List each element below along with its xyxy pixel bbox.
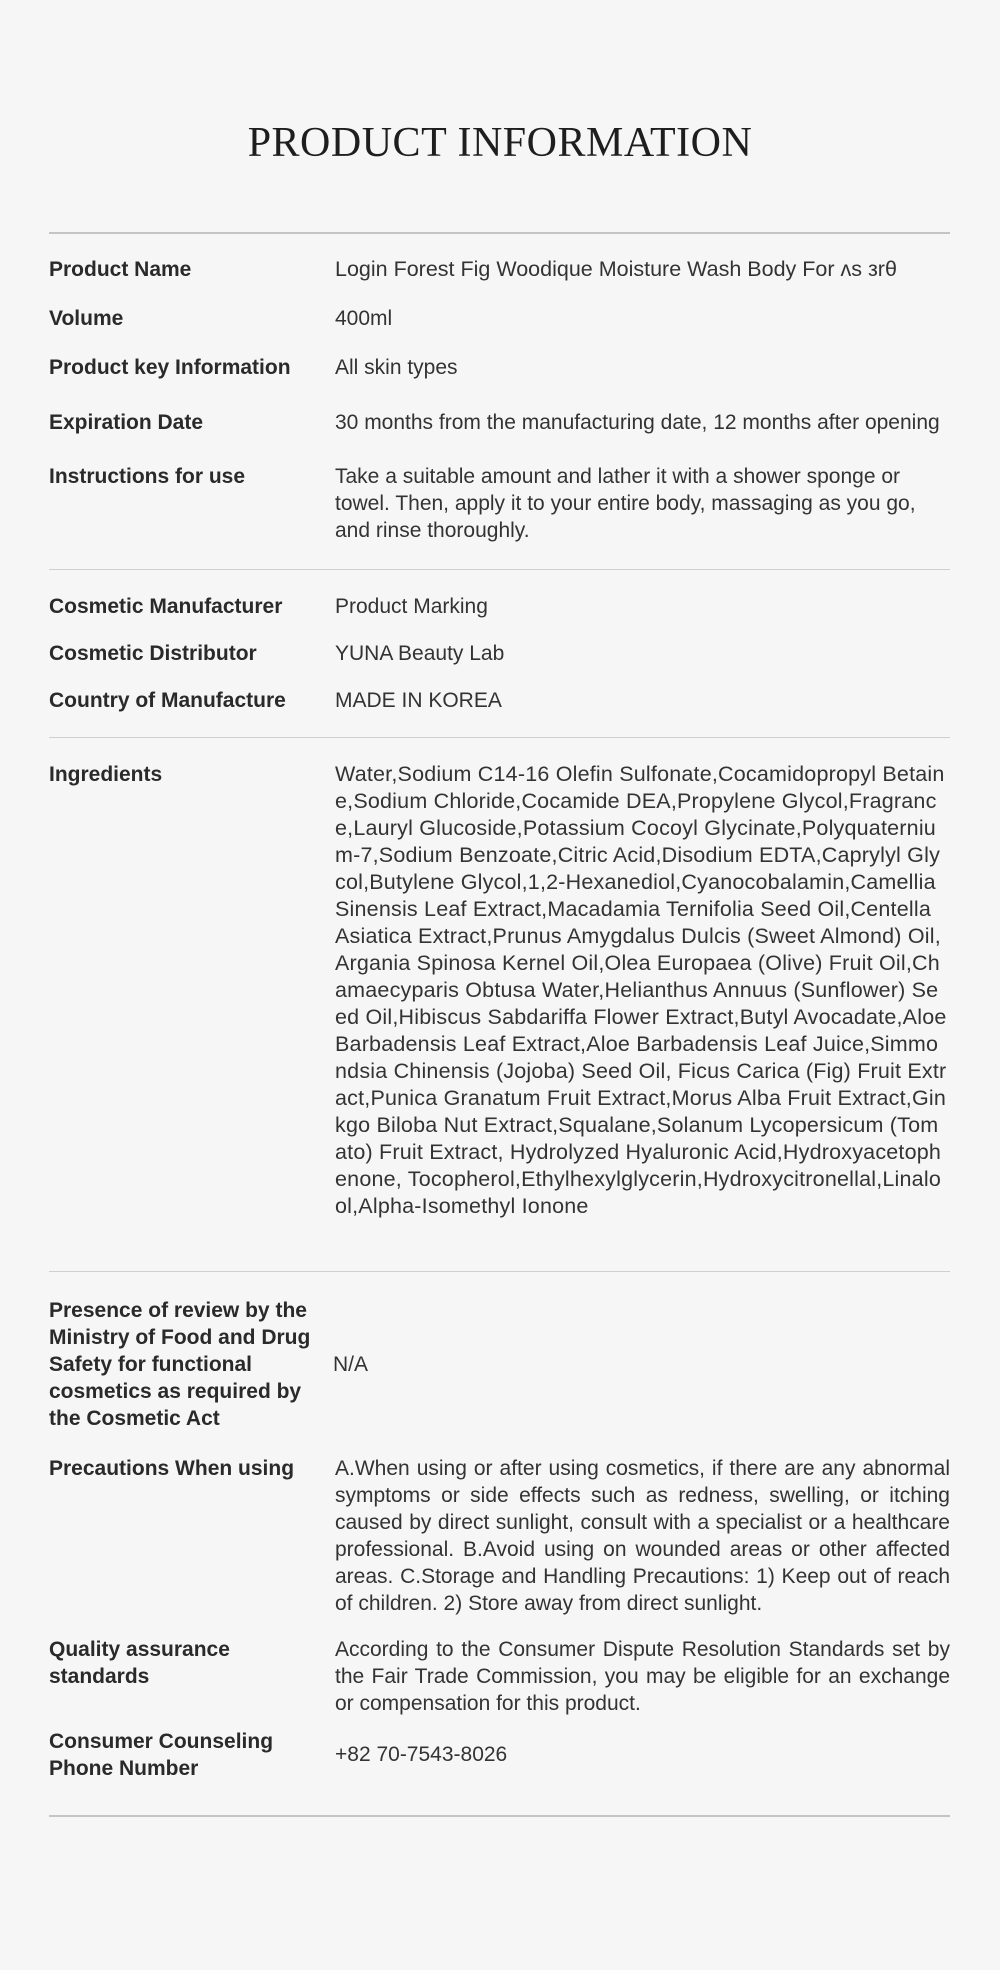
expiration-value: 30 months from the manufacturing date, 12 months after opening: [335, 411, 940, 434]
key-info-value: All skin types: [335, 356, 458, 379]
mfds-review-value: N/A: [333, 1353, 369, 1376]
expiration-label: Expiration Date: [49, 411, 204, 434]
product-name-label: Product Name: [49, 258, 192, 281]
quality-value: According to the Consumer Dispute Resolution Standards set by the Fair Trade Commission, you may be eligible for an exchange or compensation for this product.: [335, 1638, 950, 1715]
volume-label: Volume: [49, 307, 124, 330]
precautions-label: Precautions When using: [49, 1457, 295, 1480]
page-title: PRODUCT INFORMATION: [247, 120, 753, 166]
distributor-label: Cosmetic Distributor: [49, 642, 257, 665]
ingredients-value: Water,Sodium C14-16 Olefin Sulfonate,Cocamidopropyl Betaine,Sodium Chloride,Cocamide DEA,Propylene Glycol,Fragrance,Lauryl Glucoside,Potassium Cocoyl Glycinate,Polyquaternium-7,Sodium Benzoate,Citric Acid,Disodium EDTA,Caprylyl Glycol,Butylene Glycol,1,2-Hexanediol,Cyanocobalamin,Camellia Sinensis Leaf Extract,Macadamia Ternifolia Seed Oil,Centella Asiatica Extract,Prunus Amygdalus Dulcis (Sweet Almond) Oil,Argania Spinosa Kernel Oil,Olea Europaea (Olive) Fruit Oil,Chamaecyparis Obtusa Water,Helianthus Annuus (Sunflower) Seed Oil,Hibiscus Sabdariffa Flower Extract,Butyl Avocadate,Aloe Barbadensis Leaf Extract,Aloe Barbadensis Leaf Juice,Simmondsia Chinensis (Jojoba) Seed Oil, Ficus Carica (Fig) Fruit Extract,Punica Granatum Fruit Extract,Morus Alba Fruit Extract,Ginkgo Biloba Nut Extract,Squalane,Solanum Lycopersicum (Tomato) Fruit Extract, Hydrolyzed Hyaluronic Acid,Hydroxyacetophenone, Tocopherol,Ethylhexylglycerin,Hydroxycitronellal,Linalool,Alpha-Isomethyl Ionone: [335, 762, 947, 1218]
product-name-value: Login Forest Fig Woodique Moisture Wash Body For ʌs зrθ: [335, 257, 897, 281]
instructions-value: Take a suitable amount and lather it with a shower sponge or towel. Then, apply it to your entire body, massaging as you go, and rinse thoroughly.: [335, 465, 916, 542]
precautions-value: A.When using or after using cosmetics, if there are any abnormal symptoms or side effects such as redness, swelling, or itching caused by direct sunlight, consult with a specialist or a healthcare professional. B.Avoid using on wounded areas or other affected areas. C.Storage and Handling Precautions: 1) Keep out of reach of children. 2) Store away from direct sunlight.: [335, 1457, 950, 1615]
manufacturer-label: Cosmetic Manufacturer: [49, 595, 283, 618]
ingredients-label: Ingredients: [49, 763, 163, 786]
divider-2: [49, 737, 950, 738]
divider-3: [49, 1271, 950, 1272]
country-value: MADE IN KOREA: [335, 689, 502, 712]
divider-bottom: [49, 1815, 950, 1817]
volume-value: 400ml: [335, 307, 393, 330]
country-label: Country of Manufacture: [49, 689, 286, 712]
divider-1: [49, 569, 950, 570]
mfds-review-label: Presence of review by the Ministry of Food and Drug Safety for functional cosmetics as required by the Cosmetic Act: [49, 1299, 311, 1430]
instructions-label: Instructions for use: [49, 465, 246, 488]
key-info-label: Product key Information: [49, 356, 291, 379]
distributor-value: YUNA Beauty Lab: [335, 642, 505, 665]
manufacturer-value: Product Marking: [335, 595, 488, 618]
quality-label: Quality assurance standards: [49, 1638, 230, 1688]
divider-top: [49, 232, 950, 234]
counseling-value: +82 70-7543-8026: [335, 1743, 508, 1766]
counseling-label: Consumer Counseling Phone Number: [49, 1730, 274, 1780]
